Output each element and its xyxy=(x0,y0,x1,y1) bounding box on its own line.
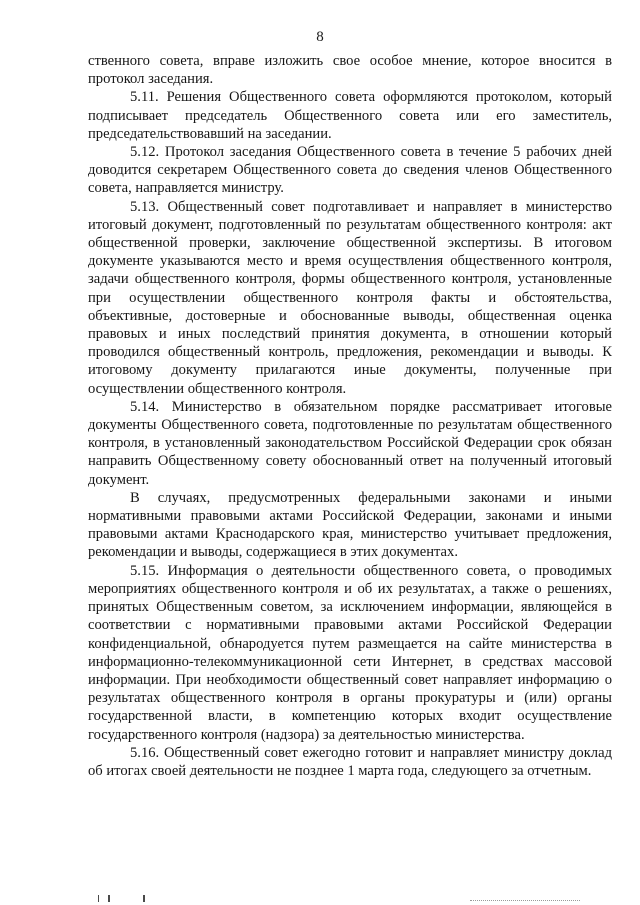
paragraph-5-15: 5.15. Информация о деятельности общественного совета, о проводимых мероприятиях общественного контроля и об их результатах, а также о решениях, принятых Общественным советом, за исключением информации, являющейся в соответствии с нормативными правовыми актами Российской Федерации конфиденциальной, обнародуется путем размещается на сайте министерства в информационно-телекоммуникационной сети Интернет, в средствах массовой информации. При необходимости общественный совет направляет информацию о результатах общественного контроля в органы прокуратуры и (или) органы государственной власти, в компетенцию которых входит осуществление государственного контроля (надзора) за деятельностью министерства. xyxy=(88,562,612,743)
document-body xyxy=(88,52,612,780)
paragraph-5-11: 5.11. Решения Общественного совета оформляются протоколом, который подписывает председатель Общественного совета или его заместитель, председательствовавший на заседании. xyxy=(88,89,612,142)
scan-artifact-mark xyxy=(98,895,99,902)
paragraph-5-13: 5.13. Общественный совет подготавливает и направляет в министерство итоговый документ, подготовленный по результатам общественного контроля: акт общественной проверки, заключение общественной экспертизы. В итоговом документе указываются место и время осуществления общественного контроля, задачи общественного контроля, формы общественного контроля, установленные при осуществлении общественного контроля факты и обстоятельства, объективные, достоверные и обоснованные выводы, общественная оценка правовых и иных последствий принятия документа, в отношении который проводился общественный контроль, предложения, рекомендации и выводы. К итоговому документу прилагаются иные документы, полученные при осуществлении общественного контроля. xyxy=(88,198,612,397)
scan-artifact-mark xyxy=(143,895,145,902)
paragraph-5-14-cases: В случаях, предусмотренных федеральными законами и иными нормативными правовыми актами Российской Федерации, законами и иными правовыми актами Краснодарского края, министерство учитывает предложения, рекомендации и выводы, содержащиеся в этих документах. xyxy=(88,489,612,561)
scan-artifact-dots xyxy=(470,900,580,901)
paragraph-5-14: 5.14. Министерство в обязательном порядке рассматривает итоговые документы Общественного совета, подготовленные по результатам общественного контроля, в установленный законодательством Российской Федерации срок обязан направить Общественному совету обоснованный ответ на полученный итоговый документ. xyxy=(88,398,612,488)
paragraph-5-12: 5.12. Протокол заседания Общественного совета в течение 5 рабочих дней доводится секретарем Общественного совета до сведения членов Общественного совета, направляется министру. xyxy=(88,144,612,197)
page-number: 8 xyxy=(316,29,324,45)
scan-artifact-mark xyxy=(108,895,110,902)
paragraph-5-16: 5.16. Общественный совет ежегодно готовит и направляет министру доклад об итогах своей деятельности не позднее 1 марта года, следующего за отчетным. xyxy=(88,744,612,779)
paragraph-continuation: ственного совета, вправе изложить свое особое мнение, которое вносится в протокол заседания. xyxy=(88,53,612,88)
